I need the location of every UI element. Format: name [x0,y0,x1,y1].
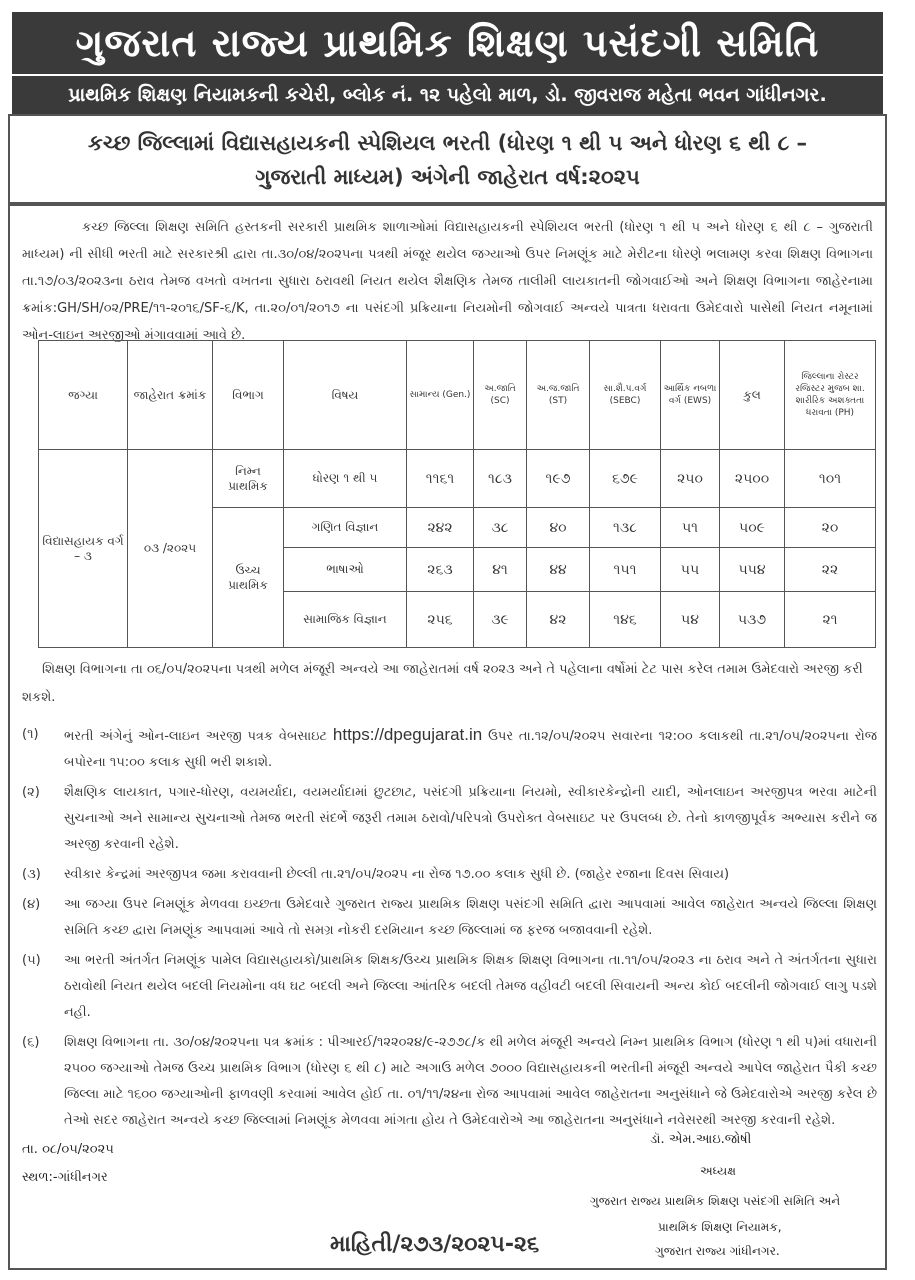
sebc-cell: ૧૫૧ [590,548,661,592]
rule-number: (૩) [22,867,41,882]
subject-cell: ભાષાઓ [284,548,407,592]
rule-number: (૪) [22,897,41,912]
header-ph: જિલ્લાના રોસ્ટર રજિસ્ટર મુજબ શા. શારીરિક અશક્તતા ધરાવતા (PH) [785,341,876,450]
vacancy-table [38,340,876,648]
header-dept: વિભાગ [213,341,284,450]
subject-cell: સામાજિક વિજ્ઞાન [284,592,407,648]
total-cell: ૨૫૦૦ [720,450,785,508]
header-total: કુલ [720,341,785,450]
gen-cell: ૧૧૬૧ [407,450,474,508]
rule-text [64,722,877,776]
issue-date: તા. ૦૮/૦૫/૨૦૨૫ [22,1142,114,1157]
sc-cell: ૩૯ [474,592,527,648]
signatory-name: ડૉ. એમ.આઇ.જોષી [650,1132,752,1147]
signatory-org-line3: ગુજરાત રાજ્ય ગાંધીનગર. [655,1244,780,1258]
gen-cell: ૨૫૬ [407,592,474,648]
issue-place: સ્થળ:-ગાંધીનગર [22,1170,108,1185]
sc-cell: ૩૮ [474,508,527,548]
sc-cell: ૪૧ [474,548,527,592]
rule-number: (૫) [22,953,41,968]
table-header-row [39,341,876,450]
st-cell: ૧૯૭ [527,450,590,508]
list-item [22,780,877,858]
st-cell: ૪૨ [527,592,590,648]
rule-text-post: ઉપર તા.૧૨/૦૫/૨૦૨૫ સવારના ૧૨:૦૦ કલાકથી તા.૨૧/૦૫/૨૦૨૫ના રોજ બપોરના ૧૫:૦૦ કલાક સુધી ભરી શકાશે. [64,729,877,770]
header-ad-no: જાહેરાત ક્રમાંક [128,341,213,450]
st-cell: ૪૪ [527,548,590,592]
rule-text: આ જગ્યા ઉપર નિમણૂંક મેળવવા ઇચ્છતા ઉમેદવારે ગુજરાત રાજ્ય પ્રાથમિક શિક્ષણ પસંદગી સમિતિ દ્વારા આપવામાં આવેલ જાહેરાત અન્વયે જિલ્લા શિક્ષણ સમિતિ કચ્છ દ્વારા નિમણૂંક આપવામાં આવે તો સમગ્ર નોકરી દરમિયાન કચ્છ જિલ્લામાં જ ફરજ બજાવવાની રહેશે. [64,897,877,938]
organization-address: પ્રાથમિક શિક્ષણ નિયામકની કચેરી, બ્લોક નં. ૧૨ પહેલો માળ, ડો. જીવરાજ મહેતા ભવન ગાંધીનગર. [12,74,883,114]
website-link[interactable]: https://dpegujarat.in [332,725,483,744]
signatory-org-line2: પ્રાથમિક શિક્ષણ નિયામક, [658,1220,782,1234]
ews-cell: ૫૧ [661,508,720,548]
sebc-cell: ૧૩૮ [590,508,661,548]
gen-cell: ૨૬૩ [407,548,474,592]
signatory-org-line1: ગુજરાત રાજ્ય પ્રાથમિક શિક્ષણ પસંદગી સમિતિ અને [590,1194,841,1208]
st-cell: ૪૦ [527,508,590,548]
list-item [22,948,877,1026]
signatory-role: અધ્યક્ષ [700,1164,736,1178]
ad-number-cell: ૦૩ /૨૦૨૫ [128,450,213,648]
rule-text: આ ભરતી અંતર્ગત નિમણૂંક પામેલ વિદ્યાસહાયકો/પ્રાથમિક શિક્ષક/ઉચ્ચ પ્રાથમિક શિક્ષક શિક્ષણ વિભાગના તા.૧૧/૦૫/૨૦૨૩ ના ઠરાવ અને તે અંતર્ગતના સુધારા ઠરાવોથી નિયત થયેલ બદલી નિયમોના વધ ઘટ બદલી અને જિલ્લા આંતરિક બદલી તેમજ વહીવટી બદલી સિવાયની અન્ય કોઈ બદલીની જોગવાઈ લાગુ પડશે નહી. [64,953,877,1020]
ews-cell: ૫૫ [661,548,720,592]
rule-text: શિક્ષણ વિભાગના તા. ૩૦/૦૪/૨૦૨૫ના પત્ર ક્રમાંક : પીઆરઈ/૧૨૨૦૨૪/૯-૨૭૭૮/ક થી મળેલ મંજૂરી અન્વયે નિમ્ન પ્રાથમિક વિભાગ (ધોરણ ૧ થી ૫)માં વધારાની ૨૫૦૦ જગ્યાઓ તેમજ ઉચ્ચ પ્રાથમિક વિભાગ (ધોરણ ૬ થી ૮) માટે અગાઉ મળેલ ૭૦૦૦ વિદ્યાસહાયકની ભરતીની મંજૂરી અન્વયે આપેલ જાહેરાત પૈકી કચ્છ જિલ્લા માટે ૧૬૦૦ જગ્યાઓની ફાળવણી કરવામાં આવેલ હોઈ તા. ૦૧/૧૧/૨૪ના રોજ આપવામાં આવેલ જાહેરાતના અનુસંધાને જે ઉમેદવારોએ અરજી કરેલ છે તેઓ સદર જાહેરાત અન્વયે કચ્છ જિલ્લામાં નિમણૂંક મેળવવા માંગતા હોય તે ઉમેદવારોએ આ જાહેરાતના અનુસંધાને નવેસરથી અરજી કરવાની રહેશે. [64,1035,877,1128]
subject-cell: ધોરણ ૧ થી ૫ [284,450,407,508]
ph-cell: ૨૦ [785,508,876,548]
information-reference-number: માહિતી/૨૭૩/૨૦૨૫-૨૬ [330,1232,540,1257]
intro-paragraph: કચ્છ જિલ્લા શિક્ષણ સમિતિ હસ્તકની સરકારી પ્રાથમિક શાળાઓમાં વિદ્યાસહાયકની સ્પેશિયલ ભરતી (ધોરણ ૧ થી ૫ અને ધોરણ ૬ થી ૮ – ગુજરાતી માધ્યમ) ની સીધી ભરતી માટે સરકારશ્રી દ્વારા તા.૩૦/૦૪/૨૦૨૫ના પત્રથી મંજૂર થયેલ જગ્યાઓ ઉપર નિમણૂંક માટે મેરીટના ધોરણે ભલામણ કરવા શિક્ષણ વિભાગના તા.૧૭/૦૩/૨૦૨૩ના ઠરાવ તેમજ વખતો વખતના સુધારા ઠરાવથી નિયત થયેલ શૈક્ષણિક તેમજ તાલીમી લાયકાતની જોગવાઈઓ અને શિક્ષણ વિભાગના જાહેરનામા ક્રમાંક:GH/SH/૦૨/PRE/૧૧-૨૦૧૬/SF-૬/K, તા.૨૦/૦૧/૨૦૧૭ ના પસંદગી પ્રક્રિયાના નિયમોની જોગવાઈ અન્વયે પાત્રતા ધરાવતા ઉમેદવારો પાસેથી નિયત નમૂનામાં ઓન-લાઇન અરજીઓ મંગાવવામાં આવે છે. [22,220,873,343]
sebc-cell: ૬૭૯ [590,450,661,508]
sc-cell: ૧૮૩ [474,450,527,508]
ph-cell: ૨૧ [785,592,876,648]
total-cell: ૫૫૪ [720,548,785,592]
total-cell: ૫૦૯ [720,508,785,548]
rules-list [22,722,877,1138]
dept-cell: નિમ્ન પ્રાથમિક [213,450,284,508]
tet-note: શિક્ષણ વિભાગના તા ૦૬/૦૫/૨૦૨૫ના પત્રથી મળેલ મંજૂરી અન્વયે આ જાહેરાતમાં વર્ષ ૨૦૨૩ અને તે પહેલાના વર્ષોમાં ટેટ પાસ કરેલ તમામ ઉમેદવારો અરજી કરી શકશે. [22,662,863,705]
rule-text: શૈક્ષણિક લાયકાત, પગાર-ધોરણ, વયમર્યાદા, વયમર્યાદામાં છુટછાટ, પસંદગી પ્રક્રિયાના નિયમો, સ્વીકારકેન્દ્રોની યાદી, ઓનલાઇન અરજીપત્ર ભરવા માટેની સુચનાઓ અને સામાન્ય સુચનાઓ તેમજ ભરતી સંદર્ભે જરૂરી તમામ ઠરાવો/પરિપત્રો ઉપરોક્ત વેબસાઇટ પર ઉપલબ્ધ છે. તેનો કાળજીપૂર્વક અભ્યાસ કરીને જ અરજી કરવાની રહેશે. [64,785,877,852]
gen-cell: ૨૪૨ [407,508,474,548]
header-post: જગ્યા [39,341,128,450]
rule-number: (૧) [22,727,39,742]
header-gen: સામાન્ય (Gen.) [407,341,474,450]
organization-title: ગુજરાત રાજ્ય પ્રાથમિક શિક્ષણ પસંદગી સમિતિ [12,12,883,74]
table-row [39,450,876,508]
rule-text-pre: ભરતી અંગેનું ઓન-લાઇન અરજી પત્રક વેબસાઇટ [64,729,328,744]
rule-number: (૨) [22,785,40,800]
ph-cell: ૧૦૧ [785,450,876,508]
rule-number: (૬) [22,1035,40,1050]
advertisement-title [8,114,887,204]
advertisement-title-line1: કચ્છ જિલ્લામાં વિદ્યાસહાયકની સ્પેશિયલ ભરતી (ધોરણ ૧ થી ૫ અને ધોરણ ૬ થી ૮ – [88,131,807,155]
header-subject: વિષય [284,341,407,450]
list-item [22,892,877,944]
sebc-cell: ૧૪૬ [590,592,661,648]
list-item [22,862,877,888]
dept-cell: ઉચ્ચ પ્રાથમિક [213,508,284,648]
total-cell: ૫૩૭ [720,592,785,648]
header-sebc: સા.શૈ.પ.વર્ગ (SEBC) [590,341,661,450]
ews-cell: ૨૫૦ [661,450,720,508]
list-item [22,722,877,776]
ews-cell: ૫૪ [661,592,720,648]
post-name-cell: વિદ્યાસહાયક વર્ગ – ૩ [39,450,128,648]
rule-text: સ્વીકાર કેન્દ્રમાં અરજીપત્ર જમા કરાવવાની છેલ્લી તા.૨૧/૦૫/૨૦૨૫ ના રોજ ૧૭.૦૦ કલાક સુધી છે. (જાહેર રજાના દિવસ સિવાય) [64,867,730,882]
ph-cell: ૨૨ [785,548,876,592]
advertisement-title-line2: ગુજરાતી માધ્યમ) અંગેની જાહેરાત વર્ષ:૨૦૨૫ [255,165,640,189]
header-ews: આર્થિક નબળા વર્ગ (EWS) [661,341,720,450]
header-st: અ.જ.જાતિ (ST) [527,341,590,450]
list-item [22,1030,877,1134]
header-sc: અ.જાતિ (SC) [474,341,527,450]
subject-cell: ગણિત વિજ્ઞાન [284,508,407,548]
